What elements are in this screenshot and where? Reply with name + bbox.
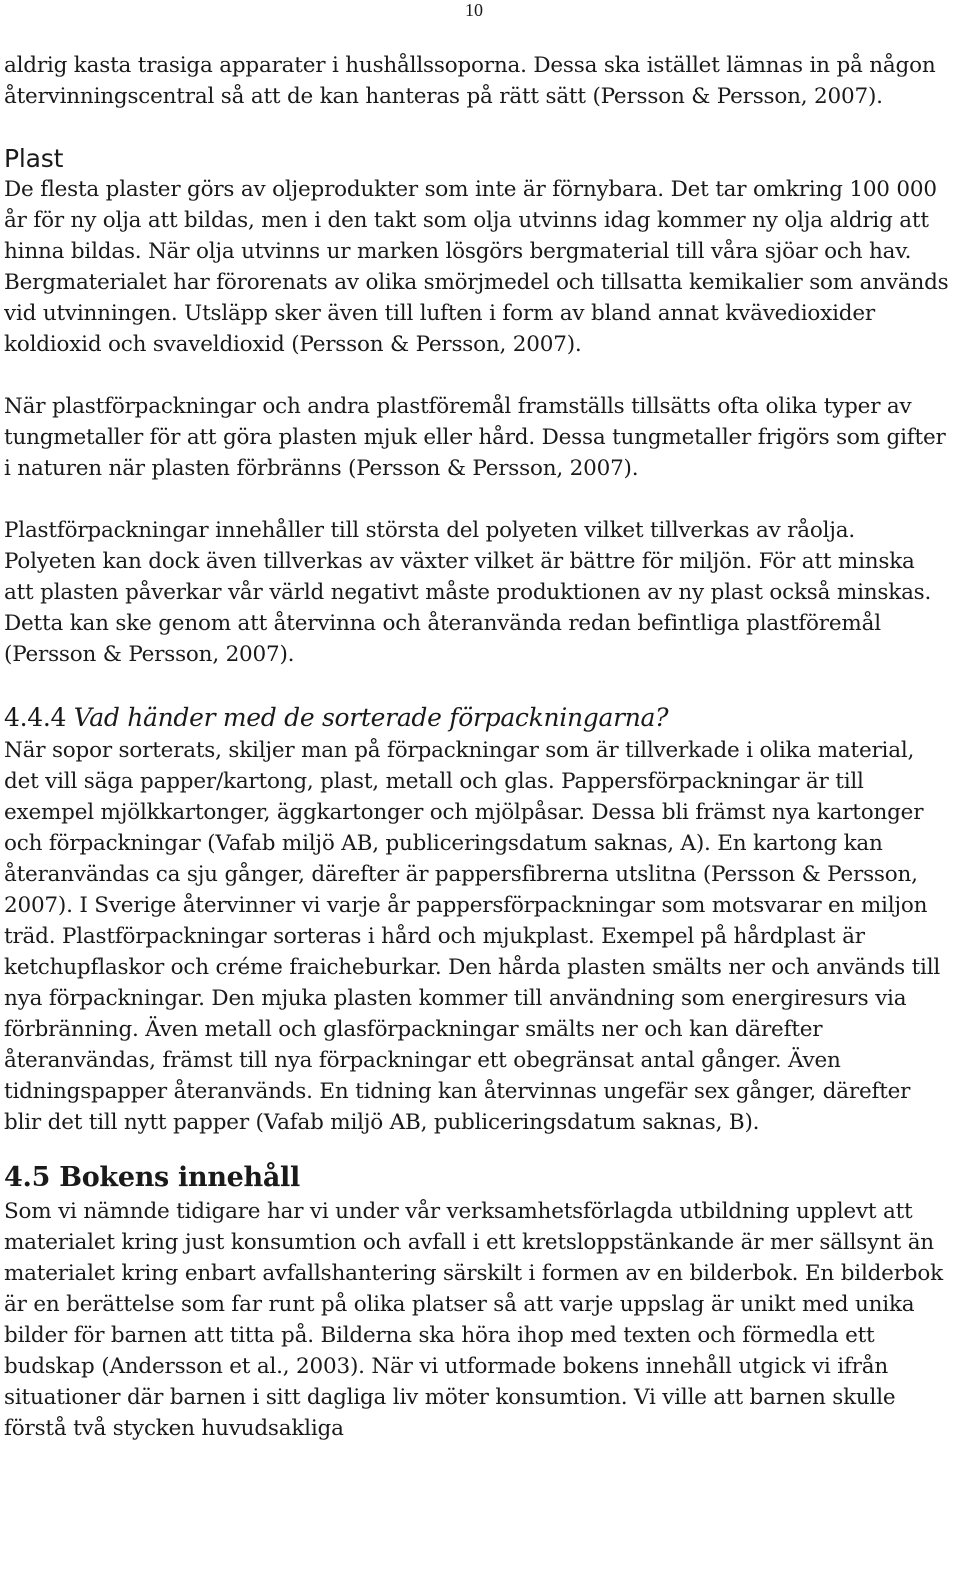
- plast-section: [4, 143, 950, 670]
- section-4-5-paragraph: Som vi nämnde tidigare har vi under vår verksamhetsförlagda utbildning upplevt att materialet kring just konsumtion och avfall i ett kretsloppstänkande är mer sällsynt än materialet kring enbart avfallshantering särskilt i formen av en bilderbok. En bilderbok är en berättelse som far runt på olika platser så att varje uppslag är unikt med unika bilder för barnen att titta på. Bilderna ska höra ihop med texten och förmedla ett budskap (Andersson et al., 2003). När vi utformade bokens innehåll utgick vi ifrån situationer där barnen i sitt dagliga liv möter konsumtion. Vi ville att barnen skulle förstå två stycken huvudsakliga: [4, 1199, 943, 1441]
- plast-heading: Plast: [4, 144, 64, 173]
- section-number: 4.5: [4, 1162, 51, 1193]
- section-4-4-4-heading: [4, 701, 950, 735]
- intro-paragraph: aldrig kasta trasiga apparater i hushållssoporna. Dessa ska istället lämnas in på någon återvinningscentral så att de kan hanteras på rätt sätt (Persson & Persson, 2007).: [4, 53, 936, 109]
- plast-paragraph-1: De flesta plaster görs av oljeprodukter som inte är förnybara. Det tar omkring 100 000 år för ny olja att bildas, men i den takt som olja utvinns idag kommer ny olja aldrig att hinna bildas. När olja utvinns ur marken lösgörs bergmaterial till våra sjöar och hav. Bergmaterialet har förorenats av olika smörjmedel och tillsatta kemikalier som används vid utvinningen. Utsläpp sker även till luften i form av bland annat kvävedioxider koldioxid och svaveldioxid (Persson & Persson, 2007).: [4, 177, 949, 357]
- section-4-4-4: [4, 701, 950, 1138]
- plast-paragraph-2: När plastförpackningar och andra plastföremål framställs tillsätts ofta olika typer av tungmetaller för att göra plasten mjuk eller hård. Dessa tungmetaller frigörs som gifter i naturen när plasten förbränns (Persson & Persson, 2007).: [4, 394, 946, 481]
- section-4-5-heading: [4, 1160, 950, 1196]
- section-4-5: [4, 1160, 950, 1444]
- page-number: 10: [465, 0, 483, 20]
- section-4-4-4-paragraph: När sopor sorterats, skiljer man på förpackningar som är tillverkade i olika material, det vill säga papper/kartong, plast, metall och glas. Pappersförpackningar är till exempel mjölkkartonger, äggkartonger och mjölpåsar. Dessa bli främst nya kartonger och förpackningar (Vafab miljö AB, publiceringsdatum saknas, A). En kartong kan återanvändas ca sju gånger, därefter är pappersfibrerna utslitna (Persson & Persson, 2007). I Sverige återvinner vi varje år pappersförpackningar som motsvarar en miljon träd. Plastförpackningar sorteras i hård och mjukplast. Exempel på hårdplast är ketchupflaskor och créme fraicheburkar. Den hårda plasten smälts ner och används till nya förpackningar. Den mjuka plasten kommer till användning som energiresurs via förbränning. Även metall och glasförpackningar smälts ner och kan därefter återanvändas, främst till nya förpackningar ett obegränsat antal gånger. Även tidningspapper återanvänds. En tidning kan återvinnas ungefär sex gånger, därefter blir det till nytt papper (Vafab miljö AB, publiceringsdatum saknas, B).: [4, 738, 941, 1135]
- plast-paragraph-3: Plastförpackningar innehåller till största del polyeten vilket tillverkas av råolja. Polyeten kan dock även tillverkas av växter vilket är bättre för miljön. För att minska att plasten påverkar vår värld negativt måste produktionen av ny plast också minskas. Detta kan ske genom att återvinna och återanvända redan befintliga plastföremål (Persson & Persson, 2007).: [4, 518, 932, 667]
- document-body: [4, 50, 950, 1444]
- section-title: Vad händer med de sorterade förpackningarna?: [73, 703, 669, 732]
- section-number: 4.4.4: [4, 703, 67, 732]
- spacer: [4, 1138, 950, 1160]
- spacer: [4, 670, 950, 701]
- section-title: Bokens innehåll: [59, 1162, 300, 1193]
